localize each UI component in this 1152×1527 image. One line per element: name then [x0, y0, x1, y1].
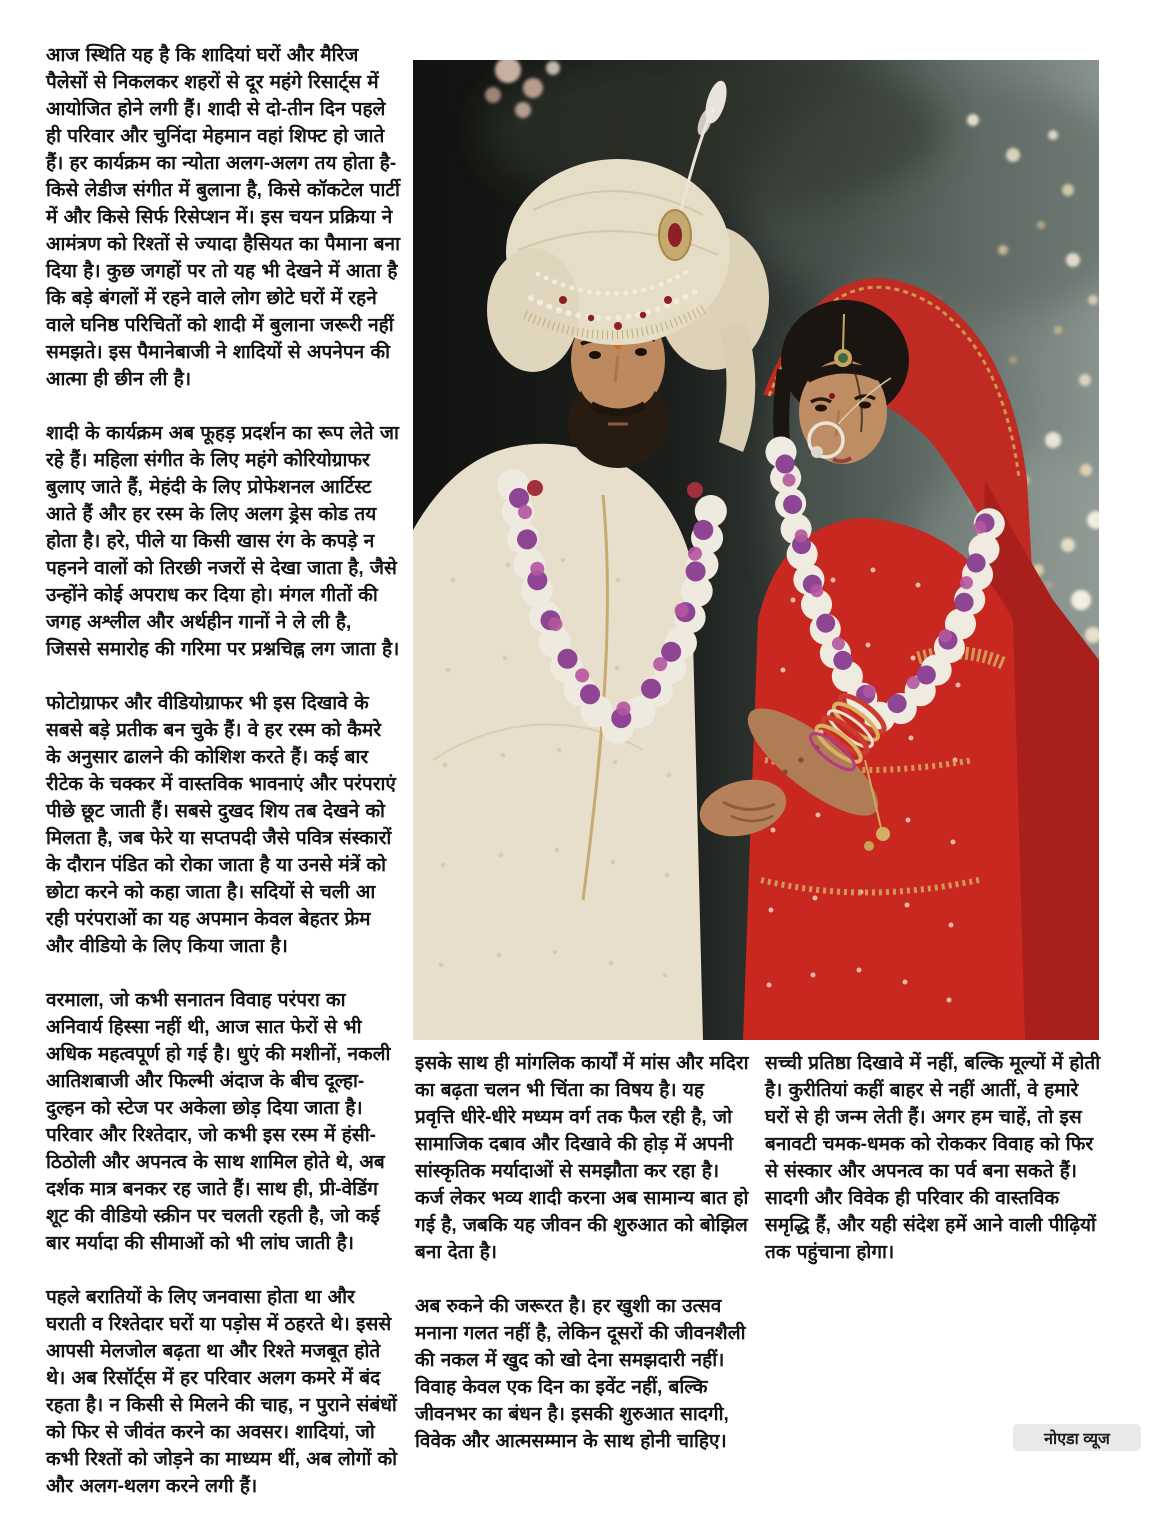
paragraph: पहले बरातियों के लिए जनवासा होता था और घराती व रिश्तेदार घरों या पड़ोस में ठहरते थे। इससे आपसी मेलजोल बढ़ता था और रिश्ते मजबूत होते थे। अब रिसॉर्ट्स में हर परिवार अलग कमरे में बंद रहता है। न किसी से मिलने की चाह, न पुराने संबंधों को फिर से जीवंत करने का अवसर। शादियां, जो कभी रिश्तों को जोड़ने का माध्यम थीं, अब लोगों को और अलग-थलग करने लगी हैं।: [46, 1287, 398, 1497]
paragraph: इसके साथ ही मांगलिक कार्यों में मांस और मदिरा का बढ़ता चलन भी चिंता का विषय है। यह प्रवृत्ति धीरे-धीरे मध्यम वर्ग तक फैल रही है, जो सामाजिक दबाव और दिखावे की होड़ में अपनी सांस्कृतिक मर्यादाओं से समझौता कर रहा है। कर्ज लेकर भव्य शादी करना अब सामान्य बात हो गई है, जबकि यह जीवन की शुरुआत को बोझिल बना देता है।: [415, 1053, 749, 1263]
paragraph: वरमाला, जो कभी सनातन विवाह परंपरा का अनिवार्य हिस्सा नहीं थी, आज सात फेरों से भी अधिक महत्वपूर्ण हो गई है। धुएं की मशीनों, नकली आतिशबाजी और फिल्मी अंदाज के बीच दूल्हा-दुल्हन को स्टेज पर अकेला छोड़ दिया जाता है। परिवार और रिश्तेदार, जो कभी इस रस्म में हंसी-ठिठोली और अपनत्व के साथ शामिल होते थे, अब दर्शक मात्र बनकर रह जाते हैं। साथ ही, प्री-वेडिंग शूट की वीडियो स्क्रीन पर चलती रहती है, जो कई बार मर्यादा की सीमाओं को भी लांघ जाती है।: [46, 990, 391, 1254]
publication-badge-label: नोएडा व्यूज: [1044, 1430, 1110, 1448]
publication-badge: [1013, 1424, 1141, 1451]
groom-sherwani: [413, 444, 703, 1040]
article-column-middle: [415, 1050, 749, 1482]
paragraph: आज स्थिति यह है कि शादियां घरों और मैरिज पैलेसों से निकलकर शहरों से दूर महंगे रिसार्ट्स में आयोजित होने लगी हैं। शादी से दो-तीन दिन पहले ही परिवार और चुनिंदा मेहमान वहां शिफ्ट हो जाते हैं। हर कार्यक्रम का न्योता अलग-अलग तय होता है-किसे लेडीज संगीत में बुलाना है, किसे कॉकटेल पार्टी में और किसे सिर्फ रिसेप्शन में। इस चयन प्रक्रिया ने आमंत्रण को रिश्तों से ज्यादा हैसियत का पैमाना बना दिया है। कुछ जगहों पर तो यह भी देखने में आता है कि बड़े बंगलों में रहने वाले लोग छोटे घरों में रहने वाले घनिष्ठ परिचितों को शादी में बुलाना जरूरी नहीं समझते। इस पैमानेबाजी ने शादियों से अपनेपन की आत्मा ही छीन ली है।: [46, 45, 401, 390]
wedding-couple-photo: [413, 60, 1099, 1040]
paragraph: अब रुकने की जरूरत है। हर खुशी का उत्सव मनाना गलत नहीं है, लेकिन दूसरों की जीवनशैली की नकल में खुद को खो देना समझदारी नहीं। विवाह केवल एक दिन का इवेंट नहीं, बल्कि जीवनभर का बंधन है। इसकी शुरुआत सादगी, विवेक और आत्मसम्मान के साथ होनी चाहिए।: [415, 1296, 746, 1452]
paragraph: सच्ची प्रतिष्ठा दिखावे में नहीं, बल्कि मूल्यों में होती है। कुरीतियां कहीं बाहर से नहीं आतीं, वे हमारे घरों से ही जन्म लेती हैं। अगर हम चाहें, तो इस बनावटी चमक-धमक को रोककर विवाह को फिर से संस्कार और अपनत्व का पर्व बना सकते हैं। सादगी और विवेक ही परिवार की वास्तविक समृद्धि हैं, और यही संदेश हमें आने वाली पीढ़ियों तक पहुंचाना होगा।: [765, 1053, 1101, 1263]
paragraph: शादी के कार्यक्रम अब फूहड़ प्रदर्शन का रूप लेते जा रहे हैं। महिला संगीत के लिए महंगे कोरियोग्राफर बुलाए जाते हैं, मेहंदी के लिए प्रोफेशनल आर्टिस्ट आते हैं और हर रस्म के लिए अलग ड्रेस कोड तय होता है। हरे, पीले या किसी खास रंग के कपड़े न पहनने वालों को तिरछी नजरों से देखा जाता है, जैसे उन्होंने कोई अपराध कर दिया हो। मंगल गीतों की जगह अश्लील और अर्थहीन गानों ने ले ली है, जिससे समारोह की गरिमा पर प्रश्नचिह्न लग जाता है।: [46, 423, 400, 660]
paragraph: फोटोग्राफर और वीडियोग्राफर भी इस दिखावे के सबसे बड़े प्रतीक बन चुके हैं। वे हर रस्म को कैमरे के अनुसार ढालने की कोशिश करते हैं। कई बार रीटेक के चक्कर में वास्तविक भावनाएं और परंपराएं पीछे छूट जाती हैं। सबसे दुखद शिय तब देखने को मिलता है, जब फेरे या सप्तपदी जैसे पवित्र संस्कारों के दौरान पंडित को रोका जाता है या उनसे मंत्रें को छोटा करने को कहा जाता है। सदियों से चली आ रही परंपराओं का यह अपमान केवल बेहतर फ्रेम और वीडियो के लिए किया जाता है।: [46, 693, 396, 957]
article-column-right: [765, 1050, 1105, 1293]
wedding-photo-illustration: [413, 60, 1099, 1040]
bindi: [829, 393, 835, 399]
article-column-left: [46, 42, 400, 1527]
